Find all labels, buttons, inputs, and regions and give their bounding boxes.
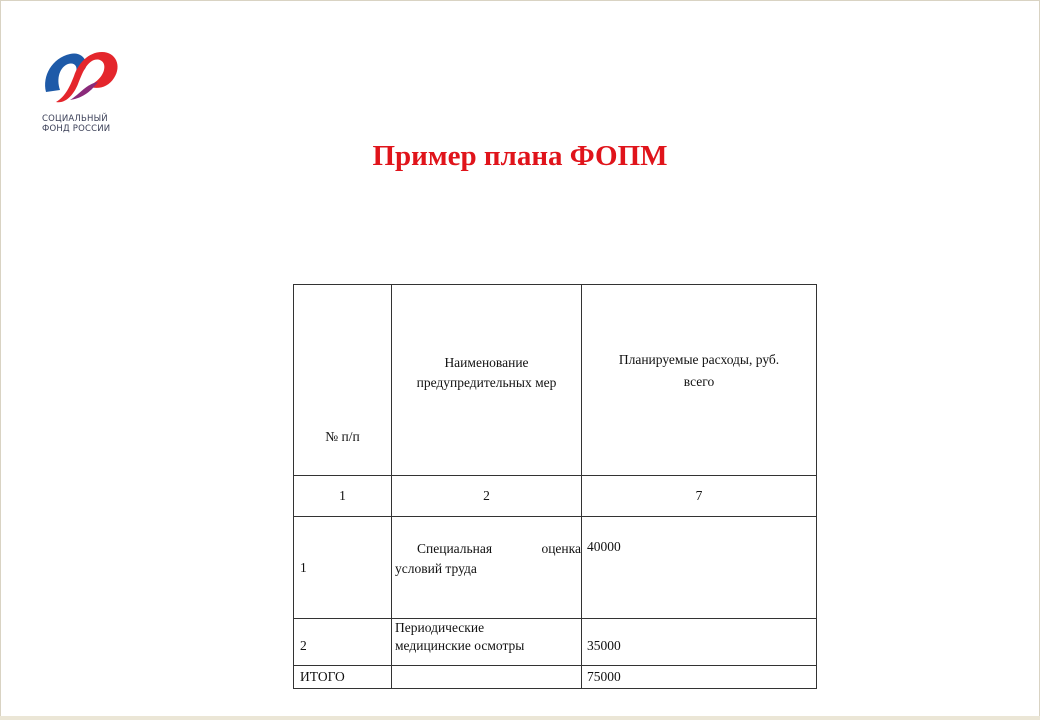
row-name-line1: Периодические (395, 620, 485, 635)
total-row (294, 666, 817, 689)
row-name (392, 517, 582, 619)
total-label: ИТОГО (294, 666, 392, 689)
header-name (392, 285, 582, 476)
column-index: 2 (392, 476, 582, 517)
column-index: 1 (294, 476, 392, 517)
bottom-strip (0, 716, 1040, 720)
row-name-line2: медицинские осмотры (395, 638, 525, 653)
sfr-logo-icon (40, 46, 122, 108)
header-num: № п/п (294, 285, 392, 476)
row-cost: 40000 (582, 517, 817, 619)
table-header-row (294, 285, 817, 476)
row-name (392, 619, 582, 666)
row-num: 1 (294, 517, 392, 619)
total-cost: 75000 (582, 666, 817, 689)
logo-text-line1: СОЦИАЛЬНЫЙ (42, 114, 108, 124)
header-name-line2: предупредительных мер (416, 375, 557, 390)
sfr-logo (40, 46, 130, 138)
table-row (294, 619, 817, 666)
header-name-line1: Наименование (444, 355, 529, 370)
row-name-part1: Специальная оценка (417, 541, 581, 556)
column-index: 7 (582, 476, 817, 517)
logo-text (42, 114, 110, 134)
row-cost: 35000 (582, 619, 817, 666)
row-num: 2 (294, 619, 392, 666)
header-cost-line1: Планируемые расходы, руб. (618, 352, 780, 367)
page-title: Пример плана ФОПМ (372, 140, 668, 172)
logo-text-line2: ФОНД РОССИИ (42, 124, 111, 134)
row-name-part2: условий труда (395, 561, 477, 576)
plan-table (293, 284, 817, 689)
table-row (294, 517, 817, 619)
header-cost (582, 285, 817, 476)
column-index-row (294, 476, 817, 517)
total-empty-cell (392, 666, 582, 689)
header-cost-line2: всего (683, 374, 715, 389)
